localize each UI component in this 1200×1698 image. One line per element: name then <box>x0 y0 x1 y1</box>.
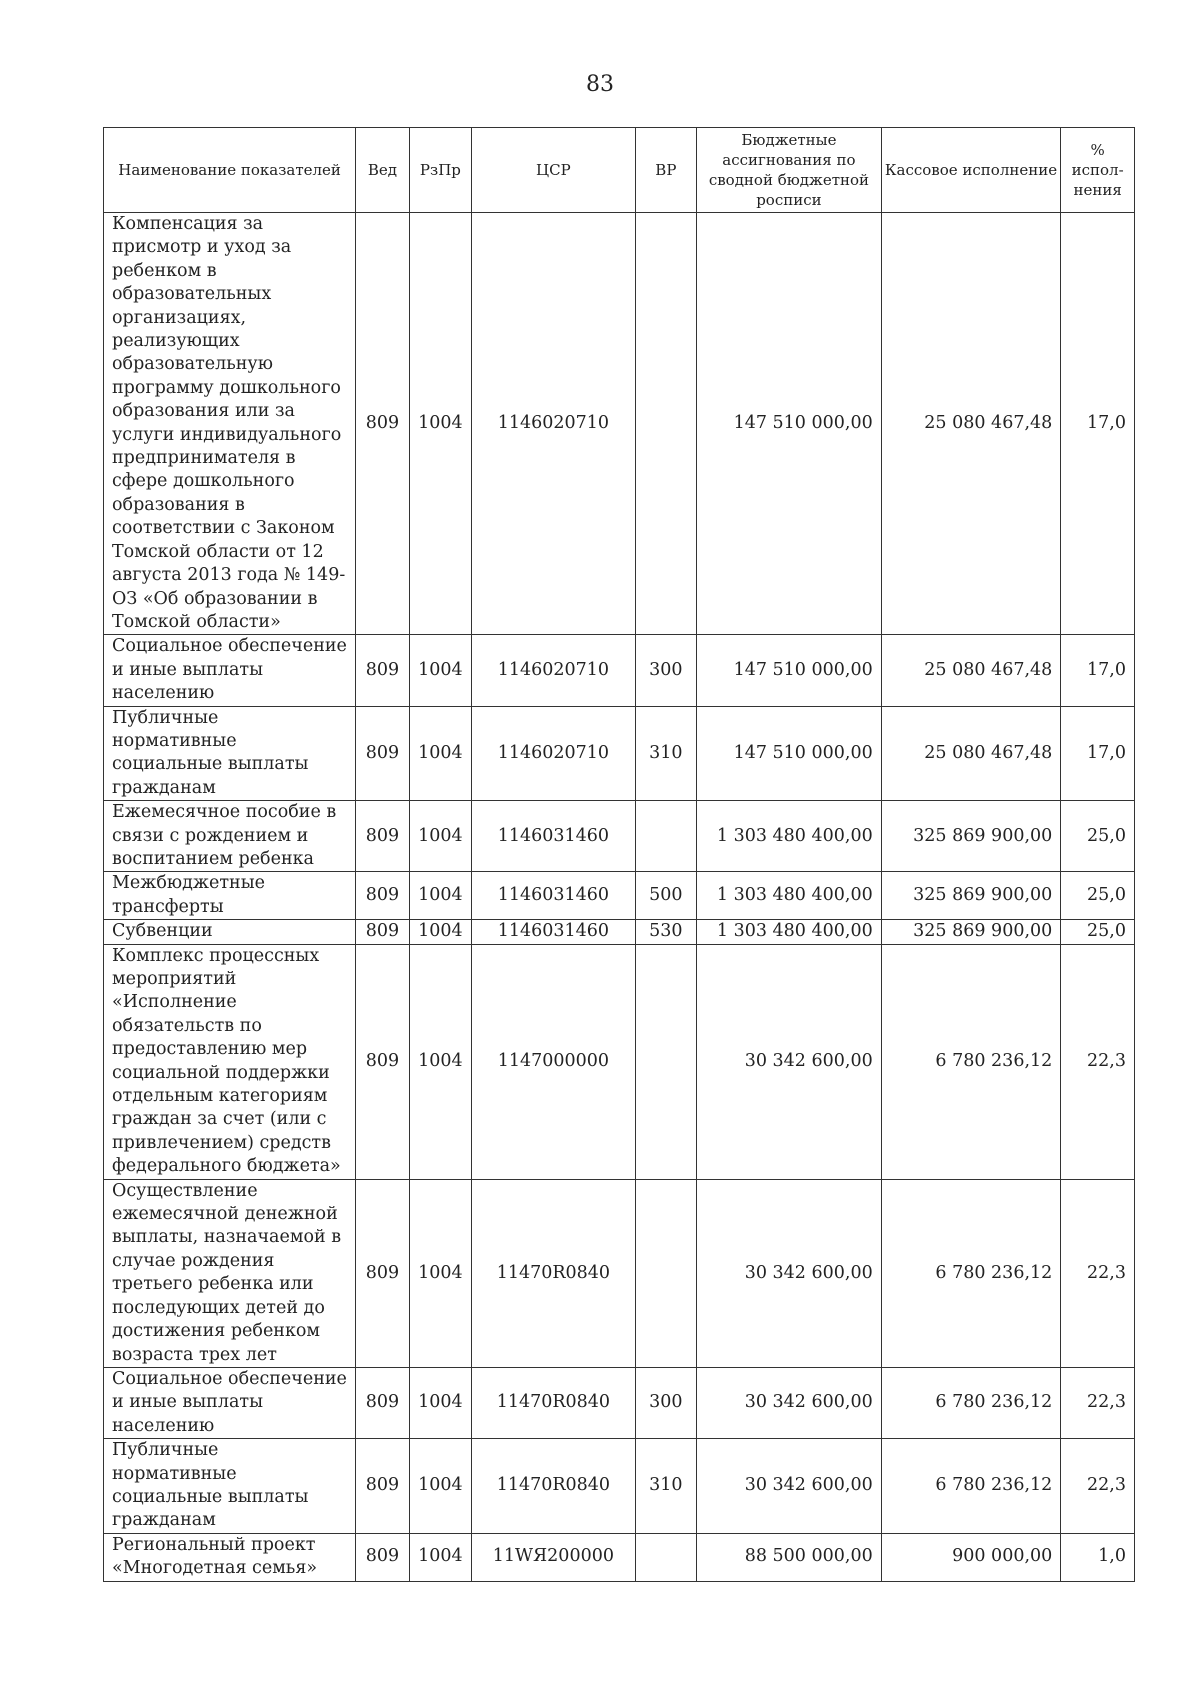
row-cash-execution: 325 869 900,00 <box>881 920 1061 944</box>
header-rzpr: РзПр <box>409 128 472 213</box>
row-percent: 22,3 <box>1061 1439 1135 1534</box>
row-vr <box>635 1179 697 1367</box>
row-csr: 1146020710 <box>472 706 635 801</box>
row-cash-execution: 6 780 236,12 <box>881 1439 1061 1534</box>
row-csr: 1146031460 <box>472 801 635 872</box>
row-assignments: 147 510 000,00 <box>697 706 882 801</box>
row-name: Субвенции <box>104 920 356 944</box>
row-cash-execution: 6 780 236,12 <box>881 944 1061 1179</box>
row-assignments: 30 342 600,00 <box>697 944 882 1179</box>
row-ved: 809 <box>356 920 409 944</box>
row-name: Ежемесячное пособие в связи с рождением и воспитанием ребенка <box>104 801 356 872</box>
row-cash-execution: 25 080 467,48 <box>881 706 1061 801</box>
row-vr <box>635 1533 697 1581</box>
row-percent: 25,0 <box>1061 801 1135 872</box>
row-percent: 17,0 <box>1061 635 1135 706</box>
row-assignments: 30 342 600,00 <box>697 1439 882 1534</box>
row-rzpr: 1004 <box>409 801 472 872</box>
row-name: Межбюджетные трансферты <box>104 872 356 920</box>
row-cash-execution: 900 000,00 <box>881 1533 1061 1581</box>
row-name: Публичные нормативные социальные выплаты гражданам <box>104 706 356 801</box>
table-row <box>104 706 1135 801</box>
row-cash-execution: 25 080 467,48 <box>881 213 1061 635</box>
row-name: Осуществление ежемесячной денежной выплаты, назначаемой в случае рождения третьего ребенка или последующих детей до достижения ребенком возраста трех лет <box>104 1179 356 1367</box>
row-ved: 809 <box>356 213 409 635</box>
row-rzpr: 1004 <box>409 706 472 801</box>
row-csr: 11470R0840 <box>472 1179 635 1367</box>
row-cash-execution: 6 780 236,12 <box>881 1367 1061 1438</box>
table-row <box>104 801 1135 872</box>
row-ved: 809 <box>356 635 409 706</box>
row-rzpr: 1004 <box>409 872 472 920</box>
row-ved: 809 <box>356 801 409 872</box>
row-name: Публичные нормативные социальные выплаты гражданам <box>104 1439 356 1534</box>
header-name: Наименование показателей <box>104 128 356 213</box>
row-csr: 1146031460 <box>472 872 635 920</box>
table-row <box>104 920 1135 944</box>
row-percent: 1,0 <box>1061 1533 1135 1581</box>
row-percent: 17,0 <box>1061 213 1135 635</box>
row-csr: 1146020710 <box>472 213 635 635</box>
row-cash-execution: 25 080 467,48 <box>881 635 1061 706</box>
row-rzpr: 1004 <box>409 1367 472 1438</box>
row-vr: 500 <box>635 872 697 920</box>
row-assignments: 88 500 000,00 <box>697 1533 882 1581</box>
header-cash-execution: Кассовое исполнение <box>881 128 1061 213</box>
row-vr: 310 <box>635 706 697 801</box>
table-row <box>104 213 1135 635</box>
row-csr: 1146031460 <box>472 920 635 944</box>
row-name: Социальное обеспечение и иные выплаты населению <box>104 635 356 706</box>
row-vr: 530 <box>635 920 697 944</box>
row-assignments: 1 303 480 400,00 <box>697 801 882 872</box>
row-rzpr: 1004 <box>409 920 472 944</box>
row-rzpr: 1004 <box>409 635 472 706</box>
header-csr: ЦСР <box>472 128 635 213</box>
row-percent: 25,0 <box>1061 920 1135 944</box>
row-percent: 22,3 <box>1061 1179 1135 1367</box>
row-ved: 809 <box>356 706 409 801</box>
row-rzpr: 1004 <box>409 944 472 1179</box>
row-ved: 809 <box>356 872 409 920</box>
row-rzpr: 1004 <box>409 213 472 635</box>
row-name: Комплекс процессных мероприятий «Исполнение обязательств по предоставлению мер социальной поддержки отдельным категориям граждан за счет (или с привлечением) средств федерального бюджета» <box>104 944 356 1179</box>
table-row <box>104 1179 1135 1367</box>
row-percent: 22,3 <box>1061 944 1135 1179</box>
row-vr: 310 <box>635 1439 697 1534</box>
row-csr: 11470R0840 <box>472 1367 635 1438</box>
row-assignments: 1 303 480 400,00 <box>697 920 882 944</box>
row-vr <box>635 944 697 1179</box>
table-row <box>104 872 1135 920</box>
row-rzpr: 1004 <box>409 1533 472 1581</box>
row-vr: 300 <box>635 1367 697 1438</box>
row-csr: 1147000000 <box>472 944 635 1179</box>
table-row <box>104 944 1135 1179</box>
row-cash-execution: 325 869 900,00 <box>881 801 1061 872</box>
table-row <box>104 1439 1135 1534</box>
header-vr: ВР <box>635 128 697 213</box>
row-assignments: 30 342 600,00 <box>697 1367 882 1438</box>
row-name: Региональный проект «Многодетная семья» <box>104 1533 356 1581</box>
row-cash-execution: 6 780 236,12 <box>881 1179 1061 1367</box>
table-header-row <box>104 128 1135 213</box>
row-vr <box>635 801 697 872</box>
row-vr <box>635 213 697 635</box>
table-row <box>104 1367 1135 1438</box>
header-assignments: Бюджетные ассигнования по сводной бюджетной росписи <box>697 128 882 213</box>
page-number: 83 <box>586 72 614 97</box>
row-assignments: 1 303 480 400,00 <box>697 872 882 920</box>
header-ved: Вед <box>356 128 409 213</box>
row-ved: 809 <box>356 1533 409 1581</box>
row-assignments: 147 510 000,00 <box>697 635 882 706</box>
table-row <box>104 1533 1135 1581</box>
row-rzpr: 1004 <box>409 1179 472 1367</box>
row-cash-execution: 325 869 900,00 <box>881 872 1061 920</box>
row-assignments: 147 510 000,00 <box>697 213 882 635</box>
row-ved: 809 <box>356 1439 409 1534</box>
row-name: Компенсация за присмотр и уход за ребенком в образовательных организациях, реализующих образовательную программу дошкольного образования или за услуги индивидуального предпринимателя в сфере дошкольного образования в соответствии с Законом Томской области от 12 августа 2013 года № 149-ОЗ «Об образовании в Томской области» <box>104 213 356 635</box>
row-ved: 809 <box>356 944 409 1179</box>
budget-table <box>103 127 1135 1582</box>
row-csr: 11470R0840 <box>472 1439 635 1534</box>
row-name: Социальное обеспечение и иные выплаты населению <box>104 1367 356 1438</box>
row-percent: 22,3 <box>1061 1367 1135 1438</box>
row-csr: 11WЯ200000 <box>472 1533 635 1581</box>
header-percent-execution: % испол-нения <box>1061 128 1135 213</box>
row-percent: 17,0 <box>1061 706 1135 801</box>
row-vr: 300 <box>635 635 697 706</box>
row-csr: 1146020710 <box>472 635 635 706</box>
table-row <box>104 635 1135 706</box>
row-ved: 809 <box>356 1367 409 1438</box>
row-ved: 809 <box>356 1179 409 1367</box>
row-rzpr: 1004 <box>409 1439 472 1534</box>
row-percent: 25,0 <box>1061 872 1135 920</box>
row-assignments: 30 342 600,00 <box>697 1179 882 1367</box>
